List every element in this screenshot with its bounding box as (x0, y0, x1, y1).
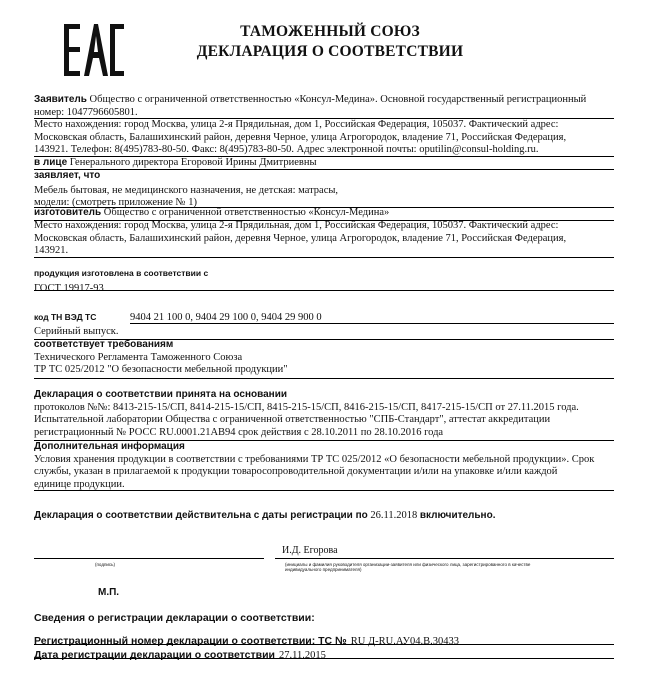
maker-row (34, 207, 614, 220)
additional-line: Условия хранения продукции в соответствии с требованиями ТР ТС 025/2012 «О безопасности мебельной продукции». Срок (34, 453, 595, 465)
basis-line: регистрационный № РОСС RU.0001.21АВ94 срок действия с 28.10.2011 по 28.10.2016 года (34, 426, 444, 438)
applicant-address (34, 119, 614, 157)
name-caption-line: индивидуального предпринимателя) (285, 567, 362, 572)
divider (34, 658, 614, 659)
registration-number-value: RU Д-RU.АУ04.В.30433 (350, 636, 459, 647)
registration-date-label: Дата регистрации декларации о соответствии (34, 649, 275, 661)
produced-label: продукция изготовлена в соответствии с (34, 268, 209, 278)
name-caption-line: (инициалы и фамилия руководителя организации-заявителя или физического лица, зарегистрированного в качестве (285, 562, 531, 567)
requirements-line: ТР ТС 025/2012 "О безопасности мебельной продукции" (34, 364, 288, 375)
serial-row (34, 326, 614, 339)
person-row (34, 157, 614, 170)
applicant-text: Общество с ограниченной ответственностью «Консул-Медина». Основной государственный регистрационный (89, 94, 587, 105)
registration-title: Сведения о регистрации декларации о соответствии: (34, 612, 315, 624)
name-line (275, 558, 614, 559)
code-label: код ТН ВЭД ТС (34, 312, 97, 322)
basis-section (34, 389, 614, 439)
product-line: модели: (смотреть приложение № 1) (34, 197, 197, 208)
additional-section (34, 441, 614, 491)
requirements-label: соответствует требованиям (34, 339, 174, 350)
validity-prefix: Декларация о соответствии действительна с даты регистрации по (34, 510, 368, 521)
applicant-ogrn: номер: 1047796605801. (34, 106, 138, 118)
requirements-line: Технического Регламента Таможенного Союза (34, 351, 243, 363)
signature-line (34, 558, 264, 559)
additional-line: единице продукции. (34, 478, 125, 490)
registration-date-value: 27.11.2015 (279, 650, 326, 661)
stamp-label: М.П. (98, 587, 120, 598)
basis-line: протоколов №№: 8413-215-15/СП, 8414-215-15/СП, 8415-215-15/СП, 8416-215-15/СП, 8417-215-15/СП от 27.11.2015 года. (34, 401, 579, 413)
divider (34, 378, 614, 379)
requirements-section (34, 339, 614, 377)
divider (34, 490, 614, 491)
signatory-name: И.Д. Егорова (282, 545, 338, 556)
validity-date: 26.11.2018 (370, 510, 418, 521)
applicant-address-line: 143921. Телефон: 8(495)783-80-50. Факс: 8(495)783-80-50. Адрес электронной почты: oputilin@consul-holding.ru. (34, 144, 539, 155)
maker-text: Общество с ограниченной ответственностью «Консул-Медина» (103, 207, 390, 218)
registration-number-label: Регистрационный номер декларации о соответствии: ТС № (34, 635, 347, 647)
svg-text:EAC: EAC (62, 22, 64, 23)
additional-line: службы, указан в прилагаемой к продукции товаросопроводительной документации и/или на упаковке и/или каждой (34, 466, 558, 477)
basis-label: Декларация о соответствии принята на основании (34, 389, 288, 400)
divider (34, 257, 614, 258)
basis-line: Испытательной лаборатории Общества с ограниченной ответственностью "СПБ-Стандарт", аттестат аккредитации (34, 414, 551, 425)
code-value: 9404 21 100 0, 9404 29 100 0, 9404 29 900 0 (130, 312, 322, 323)
maker-address-line: 143921. (34, 245, 69, 256)
product-line: Мебель бытовая, не медицинского назначения, не детская: матрасы, (34, 184, 339, 196)
additional-label: Дополнительная информация (34, 441, 185, 452)
maker-address-line: Московская область, Балашихинский район, деревня Черное, улица Агрогородок, владение 71, Российская Федерация, (34, 232, 567, 244)
produced-standard: ГОСТ 19917-93 (34, 282, 104, 294)
validity-suffix: включительно. (419, 510, 496, 521)
maker-address (34, 220, 614, 258)
name-caption (285, 562, 615, 572)
person-text: Генерального директора Егоровой Ирины Дмитриевны (69, 157, 317, 168)
divider (130, 323, 614, 324)
document-title (185, 22, 475, 62)
eac-logo (62, 22, 126, 80)
applicant-section (34, 94, 614, 119)
serial-text: Серийный выпуск. (34, 326, 119, 337)
declares-label: заявляет, что (34, 170, 101, 181)
declares-section (34, 170, 614, 210)
applicant-address-line: Московская область, Балашихинский район, деревня Черное, улица Агрогородок, владение 71, Российская Федерация, (34, 131, 567, 143)
title-line-2: ДЕКЛАРАЦИЯ О СООТВЕТСТВИИ (196, 43, 464, 60)
maker-label: изготовитель (34, 207, 102, 218)
person-label: в лице (34, 157, 68, 168)
applicant-address-line: Место нахождения: город Москва, улица 2-я Прядильная, дом 1, Российская Федерация, 105037. Фактический адрес: (34, 119, 559, 130)
signature-caption: (подпись) (95, 562, 116, 567)
applicant-label: Заявитель (34, 94, 87, 105)
maker-address-line: Место нахождения: город Москва, улица 2-я Прядильная, дом 1, Российская Федерация, 105037. Фактический адрес: (34, 220, 559, 231)
validity-row (34, 510, 614, 523)
registration-date-row (34, 645, 634, 663)
title-line-1: ТАМОЖЕННЫЙ СОЮЗ (240, 23, 420, 40)
divider (34, 290, 614, 291)
